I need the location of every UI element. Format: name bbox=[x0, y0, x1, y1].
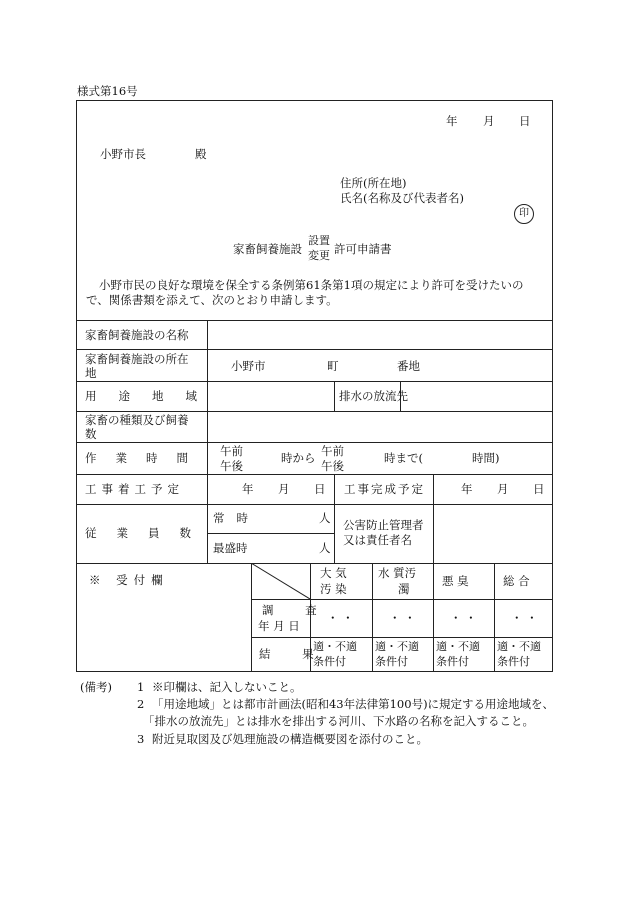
title-option-change: 変更 bbox=[308, 249, 330, 262]
zoning-field[interactable] bbox=[208, 382, 333, 410]
address-label: 住所(所在地) bbox=[340, 176, 407, 190]
start-month: 月 bbox=[278, 482, 290, 496]
note-2: 「用途地域」とは都市計画法(昭和43年法律第100号)に規定する用途地域を、 bbox=[152, 697, 555, 711]
facility-location-label-cont: 地 bbox=[85, 366, 97, 380]
manager-label-cont: 又は責任者名 bbox=[343, 533, 412, 547]
start-year: 年 bbox=[242, 482, 254, 496]
complete-day: 日 bbox=[533, 482, 545, 496]
manager-label: 公害防止管理者 bbox=[343, 518, 424, 532]
col-odor: 悪 臭 bbox=[442, 574, 469, 588]
form-number: 様式第16号 bbox=[77, 84, 138, 98]
livestock-label-cont: 数 bbox=[85, 427, 97, 441]
survey-date-overall: ・ ・ bbox=[511, 611, 538, 625]
date-month: 月 bbox=[483, 114, 495, 128]
facility-name-field[interactable] bbox=[208, 321, 552, 349]
end-am: 午前 bbox=[321, 444, 344, 458]
table-rule bbox=[251, 599, 553, 600]
table-rule bbox=[76, 563, 553, 564]
row-result: 結 果 bbox=[259, 647, 328, 661]
result-water-cond: 条件付 bbox=[375, 655, 408, 668]
zoning-label-text: 用途地域 bbox=[85, 389, 219, 403]
livestock-field[interactable] bbox=[208, 412, 552, 441]
row-survey: 調 査 bbox=[262, 603, 331, 617]
location-city: 小野市 bbox=[231, 359, 266, 373]
col-air: 大 気 bbox=[320, 566, 347, 580]
start-am: 午前 bbox=[220, 444, 243, 458]
col-water: 水 質汚 bbox=[378, 566, 417, 580]
note-3: 附近見取図及び処理施設の構造概要図を添付のこと。 bbox=[152, 732, 428, 746]
addressee: 小野市長 bbox=[100, 147, 146, 161]
table-rule bbox=[334, 474, 335, 504]
addressee-honorific: 殿 bbox=[195, 147, 207, 161]
seal-mark: 印 bbox=[514, 204, 534, 224]
regular-unit: 人 bbox=[319, 511, 331, 525]
livestock-label: 家畜の種類及び飼養 bbox=[85, 413, 189, 427]
table-rule bbox=[334, 381, 335, 411]
intro-line-1: 小野市民の良好な環境を保全する条例第61条第1項の規定により許可を受けたいの bbox=[99, 278, 524, 292]
date-year: 年 bbox=[446, 114, 458, 128]
work-hours-label: 作業時間 bbox=[85, 451, 207, 465]
table-rule bbox=[76, 349, 553, 350]
start-label: 工事着工予定 bbox=[85, 482, 184, 496]
location-town: 町 bbox=[327, 359, 339, 373]
col-water-cont: 濁 bbox=[398, 582, 410, 596]
note-2-num: 2 bbox=[137, 697, 145, 711]
regular-label: 常時 bbox=[213, 511, 260, 525]
hours-close: 時間) bbox=[472, 451, 500, 465]
title-suffix: 許可申請書 bbox=[334, 242, 392, 256]
survey-date-air: ・ ・ bbox=[327, 611, 354, 625]
note-1: ※印欄は、記入しないこと。 bbox=[152, 680, 302, 694]
max-unit: 人 bbox=[319, 541, 331, 555]
drainage-field[interactable] bbox=[401, 382, 552, 410]
drainage-label: 排水の放流先 bbox=[339, 389, 408, 403]
table-rule bbox=[433, 563, 434, 672]
result-odor: 適・不適 bbox=[436, 640, 480, 653]
row-survey-cont: 年 月 日 bbox=[258, 619, 300, 633]
complete-year: 年 bbox=[461, 482, 473, 496]
result-water: 適・不適 bbox=[375, 640, 419, 653]
title-prefix: 家畜飼養施設 bbox=[233, 242, 302, 256]
note-3-num: 3 bbox=[137, 732, 145, 746]
result-odor-cond: 条件付 bbox=[436, 655, 469, 668]
result-overall: 適・不適 bbox=[497, 640, 541, 653]
name-label: 氏名(名称及び代表者名) bbox=[340, 191, 464, 205]
start-pm: 午後 bbox=[220, 459, 243, 473]
complete-label: 工事完成予定 bbox=[344, 482, 425, 496]
date-day: 日 bbox=[519, 114, 531, 128]
zoning-label bbox=[85, 389, 219, 403]
table-rule bbox=[433, 474, 434, 504]
col-overall: 総 合 bbox=[503, 574, 530, 588]
result-air-cond: 条件付 bbox=[313, 655, 346, 668]
manager-field[interactable] bbox=[434, 505, 552, 562]
start-day: 日 bbox=[314, 482, 326, 496]
diagonal-line bbox=[251, 563, 310, 599]
table-rule bbox=[494, 563, 495, 672]
note-1-num: 1 bbox=[137, 680, 145, 694]
table-rule bbox=[251, 637, 553, 638]
table-rule bbox=[334, 504, 335, 563]
end-pm: 午後 bbox=[321, 459, 344, 473]
result-overall-cond: 条件付 bbox=[497, 655, 530, 668]
until-text: 時まで( bbox=[384, 451, 423, 465]
col-air-cont: 汚 染 bbox=[320, 582, 347, 596]
survey-date-water: ・ ・ bbox=[389, 611, 416, 625]
facility-name-label: 家畜飼養施設の名称 bbox=[85, 328, 189, 342]
complete-month: 月 bbox=[497, 482, 509, 496]
location-lot: 番地 bbox=[397, 359, 420, 373]
table-rule bbox=[76, 474, 553, 475]
table-rule bbox=[76, 442, 553, 443]
note-2-cont: 「排水の放流先」とは排水を排出する河川、下水路の名称を記入すること。 bbox=[143, 714, 534, 728]
from-text: 時から bbox=[281, 451, 316, 465]
employees-label: 従業員数 bbox=[85, 526, 211, 540]
result-air: 適・不適 bbox=[313, 640, 357, 653]
max-label: 最盛時 bbox=[213, 541, 248, 555]
survey-date-odor: ・ ・ bbox=[450, 611, 477, 625]
table-rule bbox=[372, 563, 373, 672]
reception-label: ※ 受付欄 bbox=[89, 573, 169, 587]
facility-location-label: 家畜飼養施設の所在 bbox=[85, 352, 189, 366]
notes-label: (備考) bbox=[80, 680, 112, 694]
title-option-establish: 設置 bbox=[308, 234, 330, 247]
intro-line-2: で、関係書類を添えて、次のとおり申請します。 bbox=[86, 293, 338, 307]
table-rule bbox=[207, 533, 334, 534]
